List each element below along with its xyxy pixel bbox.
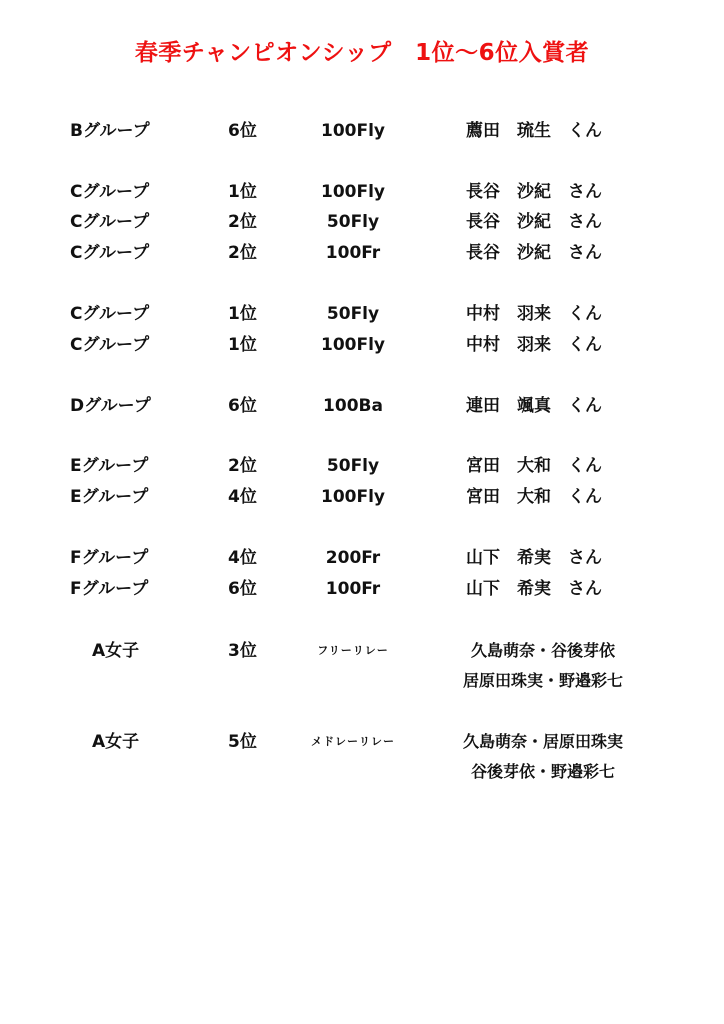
rank-label: 4位 — [228, 487, 257, 507]
rank-label: 2位 — [228, 212, 257, 232]
group-label: Cグループ — [70, 335, 150, 355]
swimmer-name: 薦田 琉生 くん — [466, 121, 602, 141]
result-row — [0, 545, 724, 571]
result-row — [0, 393, 724, 419]
group-label: Eグループ — [70, 456, 149, 476]
result-row — [0, 209, 724, 235]
swimmer-name: 長谷 沙紀 さん — [466, 243, 602, 263]
swimmer-name: 宮田 大和 くん — [466, 487, 602, 507]
swimmer-name: 山下 希実 さん — [466, 548, 602, 568]
event-label: 200Fr — [325, 548, 381, 568]
swimmer-name: 宮田 大和 くん — [466, 456, 602, 476]
event-label: 50Fly — [326, 304, 380, 324]
event-label: 100Fly — [320, 487, 385, 507]
result-row — [0, 118, 724, 144]
event-label: 100Fr — [325, 579, 381, 599]
result-row — [0, 332, 724, 358]
event-label: 100Fly — [320, 182, 385, 202]
group-label: Fグループ — [70, 579, 149, 599]
result-row — [0, 484, 724, 510]
swimmer-name: 中村 羽来 くん — [466, 304, 602, 324]
relay-members-line: 久島萌奈・谷後芽依 — [470, 641, 615, 660]
event-label: フリーリレー — [317, 644, 389, 657]
rank-label: 1位 — [228, 182, 257, 202]
rank-label: 6位 — [228, 121, 257, 141]
group-label: Bグループ — [70, 121, 150, 141]
group-label: A女子 — [92, 732, 140, 752]
relay-members-line: 居原田珠実・野邉彩七 — [462, 671, 623, 690]
result-row — [0, 179, 724, 205]
swimmer-name: 中村 羽来 くん — [466, 335, 602, 355]
event-label: メドレーリレー — [311, 735, 395, 748]
result-row — [0, 301, 724, 327]
relay-row — [0, 729, 724, 793]
rank-label: 1位 — [228, 335, 257, 355]
rank-label: 3位 — [228, 641, 257, 661]
group-label: Cグループ — [70, 182, 150, 202]
page-title: 春季チャンピオンシップ 1位～6位入賞者 — [134, 40, 590, 66]
rank-label: 1位 — [228, 304, 257, 324]
group-label: Cグループ — [70, 304, 150, 324]
group-label: Cグループ — [70, 212, 150, 232]
event-label: 100Ba — [323, 396, 383, 416]
rank-label: 6位 — [228, 579, 257, 599]
swimmer-name: 長谷 沙紀 さん — [466, 212, 602, 232]
group-label: Eグループ — [70, 487, 149, 507]
relay-members-line: 谷後芽依・野邉彩七 — [470, 762, 615, 781]
rank-label: 4位 — [228, 548, 257, 568]
swimmer-name: 長谷 沙紀 さん — [466, 182, 602, 202]
result-row — [0, 240, 724, 266]
event-label: 50Fly — [326, 456, 380, 476]
event-label: 100Fly — [320, 335, 385, 355]
group-label: Dグループ — [70, 396, 151, 416]
group-label: Fグループ — [70, 548, 149, 568]
group-label: Cグループ — [70, 243, 150, 263]
event-label: 50Fly — [326, 212, 380, 232]
swimmer-name: 連田 颯真 くん — [466, 396, 602, 416]
swimmer-name: 山下 希実 さん — [466, 579, 602, 599]
result-row — [0, 453, 724, 479]
group-label: A女子 — [92, 641, 140, 661]
rank-label: 5位 — [228, 732, 257, 752]
event-label: 100Fr — [325, 243, 381, 263]
relay-row — [0, 638, 724, 702]
rank-label: 2位 — [228, 243, 257, 263]
rank-label: 2位 — [228, 456, 257, 476]
event-label: 100Fly — [320, 121, 385, 141]
rank-label: 6位 — [228, 396, 257, 416]
relay-members-line: 久島萌奈・居原田珠実 — [462, 732, 623, 751]
result-row — [0, 576, 724, 602]
